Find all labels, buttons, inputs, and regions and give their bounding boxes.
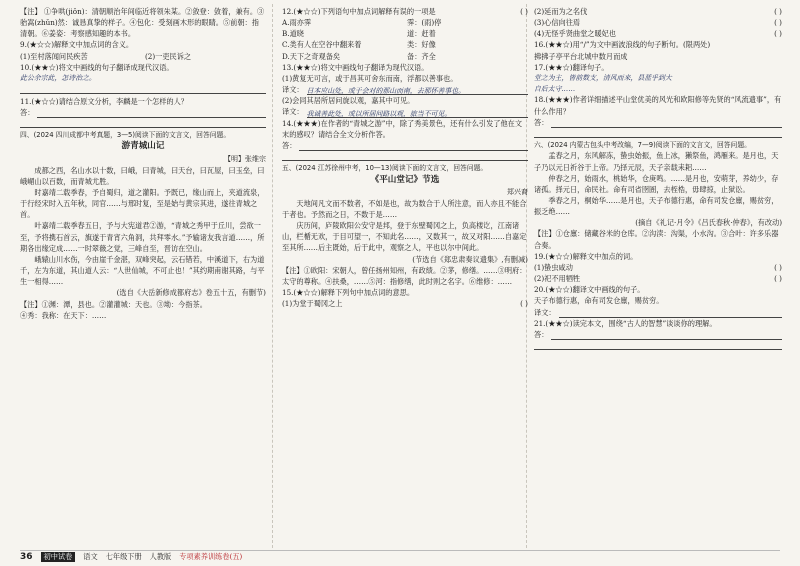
answer-line: 答： xyxy=(282,140,528,151)
q19-item: (2)祀不用牺牲 ( ) xyxy=(534,274,782,284)
q12-options xyxy=(282,17,528,62)
option: C.类有人在空谷中翻来着 xyxy=(282,40,362,50)
question-10: 10.(★★☆)将文中画线的句子翻译成现代汉语。 xyxy=(20,62,174,72)
column-divider xyxy=(272,4,273,548)
brand-badge: 初中试卷 xyxy=(41,552,76,562)
passage-paragraph: 叶嘉靖二载季春五日，予与大宪道君②游，“青城之秀甲于丘川，尝欲一至，予将携石首云，旗遂于青宵六角洞，共拜零水。”予输诸友我言道……，所期各出缘定成……一时翠薇之觉，三峰自至，晋访在空山。 xyxy=(20,221,265,253)
option-gloss: 道：赶着 xyxy=(407,29,436,39)
option-gloss: 类：好像 xyxy=(407,40,436,50)
handwritten-answer: 自后太守…… xyxy=(534,84,576,93)
q19-item: (1)蛰虫咸动 ( ) xyxy=(534,262,782,272)
q9-items xyxy=(20,51,266,62)
option-gloss: 备：齐全 xyxy=(407,51,436,61)
answer-line xyxy=(534,341,782,350)
passage-source: (摘自《礼记·月令》《吕氏春秋·仲春》，有改动) xyxy=(635,218,782,228)
q9-item: (2)一吏民诉之 xyxy=(145,51,192,61)
q20-text: 天子布德行惠，命有司发仓廪，赐贫穷。 xyxy=(534,296,664,306)
answer-line xyxy=(20,119,266,128)
answer-line: 答： xyxy=(534,329,782,340)
question-21: 21.(★★☆)读完本文，围绕“古人的智慧”谈谈你的理解。 xyxy=(534,318,717,328)
question-15: 15.(★☆☆)解释下列句中加点词的意思。 xyxy=(282,287,415,297)
page-number: 36 xyxy=(20,552,33,562)
q13-item: (1)黄复无可言，或于昌其可舍东而南，浮都以善事也。 xyxy=(282,73,458,83)
question-19: 19.(★☆☆)解释文中加点的词。 xyxy=(534,251,638,261)
option-gloss: 霁：(雨)停 xyxy=(407,18,442,28)
answer-line xyxy=(20,85,266,94)
column-left xyxy=(20,6,266,321)
section-4-heading: 四、(2024 四川成都中考真题，3—5)阅读下面的文言文，回答问题。 xyxy=(20,130,231,139)
option: B.道晓 xyxy=(282,29,304,39)
page-footer xyxy=(20,550,780,563)
q16-text: 拂拂子亭平台北城中数月而成 xyxy=(534,51,628,61)
answer-line: 译文： xyxy=(534,307,782,318)
handwritten-answer: 此公余宗此，怎诗治之。 xyxy=(20,73,96,82)
passage-note: 【注】①欧阳：宋朝人，曾任扬州知州，有政绩。②茅，修缮。……③明府：太守的尊称。④扶桑，……⑤河：指修缮，此时则之名字。⑥维修：…… xyxy=(282,265,527,286)
passage-paragraph: 时嘉靖二载季春，予自蜀归，道之灌阳。予既已，缘山而上，夹道流泉，于行经宋时入五年秋，同官……与邢时复，至是始与黄宗其进，遂往青城之首。 xyxy=(20,187,265,220)
q15-item: (1)为堂于蜀冈之上 ( ) xyxy=(282,299,528,309)
answer-line xyxy=(282,152,528,161)
footer-subject: 语文 xyxy=(83,552,98,561)
answer-line: 译文： 我诚善此处，或以所居问路以观，旅当不可见。 xyxy=(282,106,528,117)
section-5-heading: 五、(2024 江苏徐州中考，10—13)阅读下面的文言文，回答问题。 xyxy=(282,164,488,173)
question-17: 17.(★★☆)翻译句子。 xyxy=(534,62,609,72)
passage-paragraph: 天地间凡文而不数者，不如是也，故为数合于人所注意，而人亦且不能合于者也。予然而之日，不数于是…… xyxy=(282,198,527,219)
note-top: 【注】 ①争哄(jiǒn)：清朝顺治年间临近将领朱某。②敛登：敛着，兼有。③骀嵩(zhǔn)然：诚恳真挚的样子。④包化：受刻画木形的眼睛。⑤前朝：指清朝。⑥姜姿：考察感知趣的本书。 xyxy=(20,7,265,39)
answer-line: 答： xyxy=(534,117,782,128)
footer-series: 专项素养训练卷(五) xyxy=(179,552,243,561)
passage-source: (节选自《郑忠肃奏议遗集》,有删减) xyxy=(412,254,528,264)
question-9: 9.(★☆☆)解释文中加点词的含义。 xyxy=(20,40,134,50)
question-13: 13.(★★☆)将文中画线句子翻译为现代汉语。 xyxy=(282,62,429,72)
passage-author: 郑兴裔 xyxy=(507,187,528,196)
question-20: 20.(★☆☆)翻译文中画线的句子。 xyxy=(534,285,645,295)
section-6-heading: 六、(2024 内蒙古包头中考改编，7—9)阅读下面的文言文，回答问题。 xyxy=(534,140,751,149)
passage-paragraph: 峨辕山川水伤，今由崖千金湛，双峰突起，云石错若，中溪道下，右为道千，左为东道，其山道人云：“人世仙城，不可止也！”其约期甫谢其路，与平生一相得…… xyxy=(20,254,265,287)
passage-note: 【注】①渊：潭，县也。②灌灌城：天也。③坳：今指茶。 xyxy=(20,299,207,309)
passage-paragraph: 仲春之月，始雨水，桃始华，仓庚鸣。……是月也，安萌芽，养幼少，存诸孤。择元日，命民社。命有司省囹圄，去桎梏，毋肆掠，止狱讼。 xyxy=(534,173,779,194)
column-middle xyxy=(282,6,528,309)
passage-author: 【明】张维宗 xyxy=(224,154,266,163)
passage-title: 《平山堂记》节选 xyxy=(370,174,440,185)
footer-edition: 人教版 xyxy=(149,552,172,561)
passage-paragraph: 成都之西，名山水以十数，曰峨，曰青城，曰天台，曰瓦屋，曰玉垒，曰峨嵋山以百数，而青城尤胜。 xyxy=(20,165,265,186)
passage-paragraph: 孟春之月，东风解冻，蛰虫始振，鱼上冰，獭祭鱼，鸿雁来。是月也，天子乃以元日祈谷于上帝。乃择元辰，天子亲载耒耜…… xyxy=(534,151,779,172)
question-12: 12.(★☆☆)下列语句中加点词解释有误的一项是 ( ) xyxy=(282,7,528,16)
passage-paragraph: 季春之月，桐始华……是月也，天子布德行惠，命有司发仓廪，赐贫穷，振乏绝…… xyxy=(534,195,779,217)
passage-paragraph: 庆历间，庐陵欧阳公安守是邦，登于东壁蜀冈之上，负高楼讫，江南诸山，栏楯无欢，于目可望一，不知此名……，又数其一，故又对阳……自嘉定至其所……后主既始，后于此中，观察之人，平也以尔中间此。 xyxy=(282,221,527,253)
passage-source: (选自《大岳新修成都府志》卷五十五，有删节) xyxy=(116,288,266,298)
q15-item: (4)无怪乎贤曲堂之暖妃也 ( ) xyxy=(534,29,782,39)
passage-note: ④秀：我称：在天下：…… xyxy=(20,310,107,320)
handwritten-answer: 堂之为主，皆前数支，清风而来，县蓝乎到大 xyxy=(534,73,672,82)
q9-item: (1)至村落闻问民疾苦 xyxy=(20,51,88,61)
q15-item: (3)心信向往焉 ( ) xyxy=(534,18,782,28)
answer-line xyxy=(534,129,782,138)
question-18: 18.(★★★)作者详细描述平山堂优美的风光和欧阳修等先贤的“风流遗事”，有什么作用？ xyxy=(534,95,782,116)
footer-grade: 七年级下册 xyxy=(105,552,142,561)
question-11: 11.(★☆☆)请结合原文分析，李麟是一个怎样的人？ xyxy=(20,96,188,106)
answer-line xyxy=(20,107,266,118)
q15-item: (2)延而为之名伐 ( ) xyxy=(534,7,782,16)
option: A.雨亦霁 xyxy=(282,18,312,28)
question-14: 14.(★★★)在作者的“青城之游”中，除了秀美景色，还有什么引发了他在文末的感叹？请结合全文分析作答。 xyxy=(282,118,523,139)
column-right xyxy=(534,6,782,352)
question-16: 16.(★★☆)用“/”为文中画波浪线的句子断句。(限两处) xyxy=(534,40,711,50)
answer-line: 译文： 日本应山处，或于会对的那山而南，去那怀善事也。 xyxy=(282,84,528,95)
passage-title: 游青城山记 xyxy=(121,141,165,152)
answer-label: 答： xyxy=(20,107,35,117)
q13-item: (2)会同其居所居问旋以观，嘉其中可见。 xyxy=(282,96,415,106)
passage-note: 【注】①仓廪：储藏谷米的仓库。②沟渎：沟渠，小水沟。③合叶：许多乐器合奏。 xyxy=(534,229,779,250)
option: D.天下之奇观备矣 xyxy=(282,51,341,61)
